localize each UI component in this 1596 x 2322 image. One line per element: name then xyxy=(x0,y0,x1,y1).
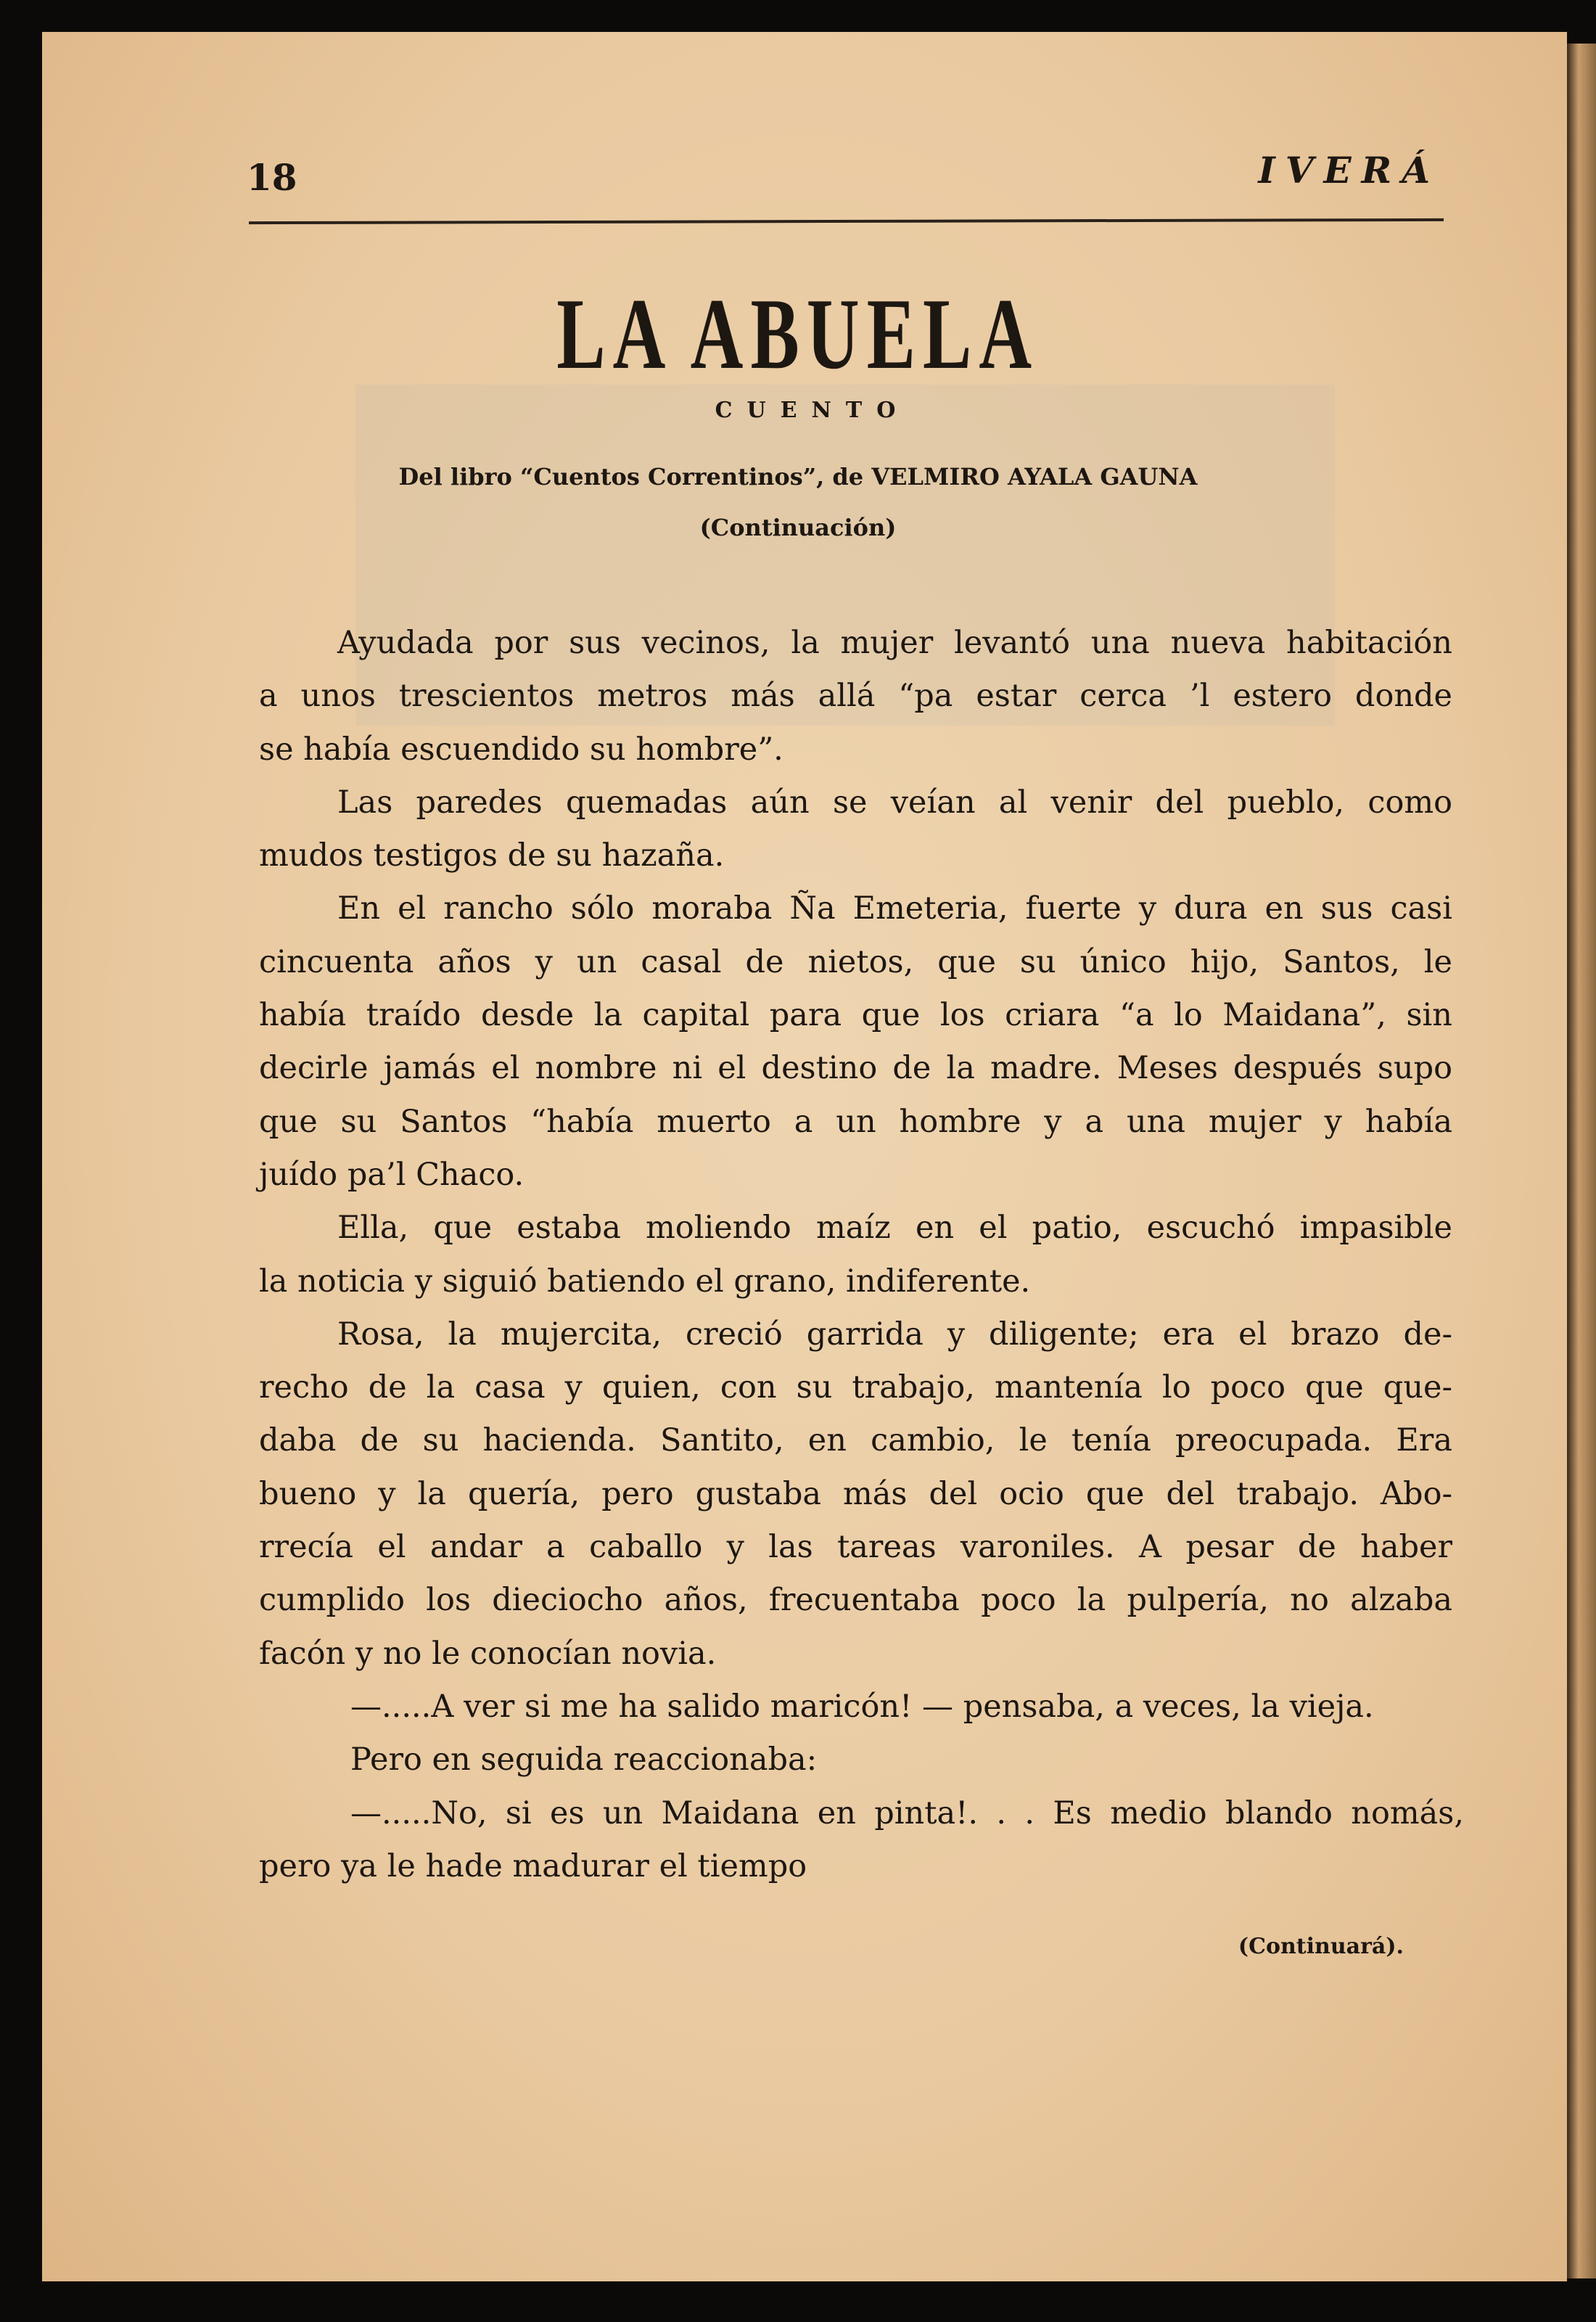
article-source: Del libro “Cuentos Correntinos”, de VELMIRO AYALA GAUNA xyxy=(398,463,1198,491)
text-line: recho de la casa y quien, con su trabajo, mantenía lo poco que que- xyxy=(259,1369,1452,1406)
text-line: —.....No, si es un Maidana en pinta!. . . Es medio blando nomás, xyxy=(350,1794,1464,1831)
text-line: pero ya le hade madurar el tiempo xyxy=(259,1847,807,1884)
text-line: a unos trescientos metros más allá “pa estar cerca ’l estero donde xyxy=(259,678,1452,715)
article-title-wrap xyxy=(0,276,1596,393)
continuation-note: (Continuación) xyxy=(699,514,897,541)
article-genre: CUENTO xyxy=(715,398,910,423)
paragraph xyxy=(259,1308,1452,1681)
text-line: Las paredes quemadas aún se veían al venir del pueblo, como xyxy=(337,784,1452,821)
article-title: LA ABUELA xyxy=(556,278,1040,390)
paragraph xyxy=(259,1202,1452,1308)
text-line: cincuenta años y un casal de nietos, que su único hijo, Santos, le xyxy=(259,943,1452,980)
page-number: 18 xyxy=(247,156,297,199)
text-line: daba de su hacienda. Santito, en cambio, le tenía preocupada. Era xyxy=(259,1422,1452,1459)
paragraph xyxy=(259,1787,1464,1894)
paragraph xyxy=(259,776,1452,883)
text-line: la noticia y siguió batiendo el grano, indiferente. xyxy=(259,1263,1031,1300)
paragraph xyxy=(259,1681,1452,1734)
text-line: juído pa’l Chaco. xyxy=(259,1156,525,1193)
text-line: Ayudada por sus vecinos, la mujer levantó una nueva habitación xyxy=(337,625,1452,661)
text-line: rrecía el andar a caballo y las tareas varoniles. A pesar de haber xyxy=(259,1529,1452,1566)
text-line: que su Santos “había muerto a un hombre y a una mujer y había xyxy=(259,1103,1452,1140)
closing-note: (Continuará). xyxy=(1238,1934,1404,1959)
paragraph xyxy=(259,882,1452,1202)
text-line: Pero en seguida reaccionaba: xyxy=(350,1742,818,1779)
text-line: decirle jamás el nombre ni el destino de la madre. Meses después supo xyxy=(259,1050,1452,1087)
text-line: bueno y la quería, pero gustaba más del ocio que del trabajo. Abo- xyxy=(259,1475,1452,1512)
text-line: En el rancho sólo moraba Ña Emeteria, fuerte y dura en sus casi xyxy=(337,890,1452,927)
text-line: —.....A ver si me ha salido maricón! — pensaba, a veces, la vieja. xyxy=(350,1688,1374,1725)
paragraph xyxy=(259,617,1452,776)
text-line: facón y no le conocían novia. xyxy=(259,1635,717,1672)
paragraph xyxy=(259,1734,1452,1786)
text-line: se había escuendido su hombre”. xyxy=(259,731,783,768)
text-line: había traído desde la capital para que los criara “a lo Maidana”, sin xyxy=(259,997,1452,1034)
text-line: cumplido los dieciocho años, frecuentaba poco la pulpería, no alzaba xyxy=(259,1582,1452,1619)
text-line: Ella, que estaba moliendo maíz en el patio, escuchó impasible xyxy=(337,1210,1452,1247)
article-body xyxy=(259,617,1464,1893)
running-title: IVERÁ xyxy=(1258,149,1440,192)
text-line: Rosa, la mujercita, creció garrida y diligente; era el brazo de- xyxy=(337,1316,1452,1353)
text-line: mudos testigos de su hazaña. xyxy=(259,837,725,874)
